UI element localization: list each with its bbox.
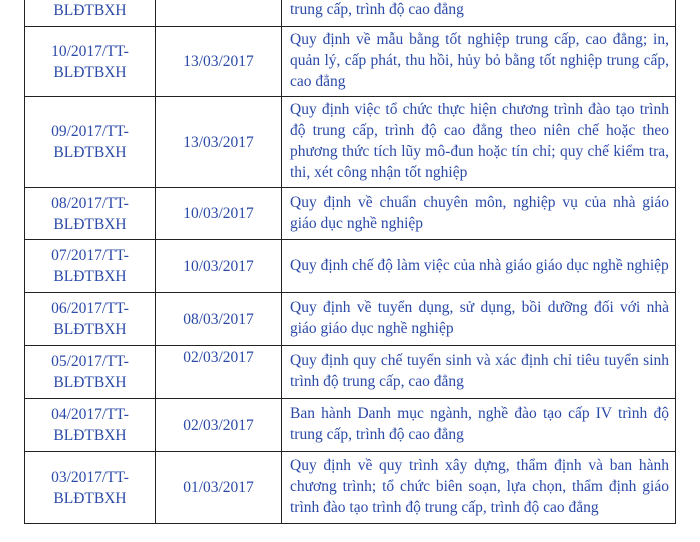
document-number-cell: 10/2017/TT-BLĐTBXH [25,27,156,97]
issue-date-cell: 02/03/2017 [156,346,282,399]
document-number-cell: 06/2017/TT-BLĐTBXH [25,293,156,346]
description-cell: Quy định về tuyển dụng, sử dụng, bồi dưỡng đối với nhà giáo giáo dục nghề nghiệp [282,293,676,346]
description-cell: Ban hành Danh mục ngành, nghề đào tạo cấp IV trình độ trung cấp, trình độ cao đẳng [282,399,676,452]
table-row [25,0,676,27]
document-number-cell: 04/2017/TT-BLĐTBXH [25,399,156,452]
document-number-cell: 03/2017/TT-BLĐTBXH [25,452,156,524]
table-row [25,346,676,399]
table-row [25,240,676,293]
issue-date-cell: 02/03/2017 [156,399,282,452]
table-row [25,293,676,346]
issue-date-cell: 01/03/2017 [156,452,282,524]
description-cell: Quy định về mẫu bằng tốt nghiệp trung cấp, cao đẳng; in, quản lý, cấp phát, thu hồi, hủy bỏ bằng tốt nghiệp trung cấp, cao đẳng [282,27,676,97]
table-row [25,27,676,97]
document-number-cell: 05/2017/TT-BLĐTBXH [25,346,156,399]
issue-date-cell: 13/03/2017 [156,97,282,188]
document-number-cell: 07/2017/TT-BLĐTBXH [25,240,156,293]
issue-date-cell: 10/03/2017 [156,240,282,293]
issue-date-cell: 10/03/2017 [156,188,282,240]
description-cell: Quy định việc tổ chức thực hiện chương trình đào tạo trình độ trung cấp, trình độ cao đẳng theo niên chế hoặc theo phương thức tích lũy mô-đun hoặc tín chỉ; quy chế kiểm tra, thi, xét công nhận tốt nghiệp [282,97,676,188]
issue-date-cell: 08/03/2017 [156,293,282,346]
issue-date-cell [156,0,282,27]
table-row [25,452,676,524]
description-cell: Quy định chế độ làm việc của nhà giáo giáo dục nghề nghiệp [282,240,676,293]
document-number-cell: BLĐTBXH [25,0,156,27]
description-cell: Quy định về quy trình xây dựng, thẩm định và ban hành chương trình; tổ chức biên soạn, lựa chọn, thẩm định giáo trình đào tạo trình độ trung cấp, trình độ cao đẳng [282,452,676,524]
regulations-table [24,0,676,524]
description-cell: Quy định quy chế tuyển sinh và xác định chỉ tiêu tuyển sinh trình độ trung cấp, cao đẳng [282,346,676,399]
table-row [25,97,676,188]
document-number-cell: 08/2017/TT-BLĐTBXH [25,188,156,240]
table-row [25,399,676,452]
description-cell: trung cấp, trình độ cao đẳng [282,0,676,27]
table-row [25,188,676,240]
description-cell: Quy định về chuẩn chuyên môn, nghiệp vụ của nhà giáo giáo dục nghề nghiệp [282,188,676,240]
document-number-cell: 09/2017/TT-BLĐTBXH [25,97,156,188]
issue-date-cell: 13/03/2017 [156,27,282,97]
